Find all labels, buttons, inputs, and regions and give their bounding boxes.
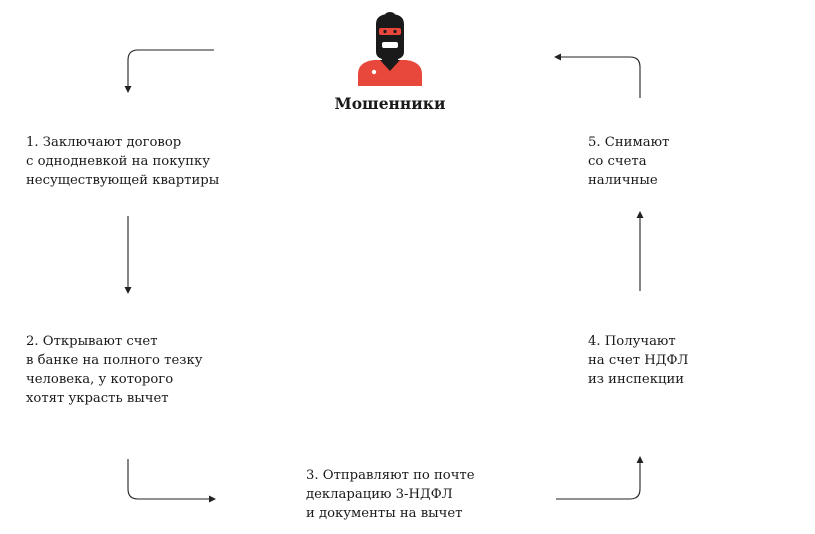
step-4-line-2: на счет НДФЛ xyxy=(588,353,689,368)
step-5-line-3: наличные xyxy=(588,173,658,188)
step-3 xyxy=(306,466,475,523)
arrow-step2-to-step3 xyxy=(128,459,211,499)
arrowhead-step4-to-step5 xyxy=(637,211,644,218)
step-5-line-2: со счета xyxy=(588,154,647,169)
step-2-line-3: человека, у которого xyxy=(26,372,174,387)
arrowhead-top-left xyxy=(125,86,132,93)
step-3-line-3: и документы на вычет xyxy=(306,506,463,521)
arrowhead-top-right xyxy=(554,54,561,61)
arrow-top-right xyxy=(559,57,640,98)
step-1-line-1: 1. Заключают договор xyxy=(26,135,182,150)
arrowhead-step1-to-step2 xyxy=(125,287,132,294)
step-1-line-3: несуществующей квартиры xyxy=(26,173,220,188)
arrowhead-step2-to-step3 xyxy=(209,496,216,503)
step-3-line-1: 3. Отправляют по почте xyxy=(306,468,475,483)
step-5-line-1: 5. Снимают xyxy=(588,135,670,150)
step-4 xyxy=(588,332,688,389)
arrowhead-step3-to-step4 xyxy=(637,456,644,463)
arrow-step3-to-step4 xyxy=(556,461,640,499)
step-2-line-1: 2. Открывают счет xyxy=(26,334,158,349)
arrow-top-left xyxy=(128,50,214,88)
diagram-title: Мошенники xyxy=(334,94,446,113)
step-4-line-1: 4. Получают xyxy=(588,334,676,349)
step-2-line-4: хотят украсть вычет xyxy=(26,391,169,406)
step-5 xyxy=(588,133,669,190)
step-2 xyxy=(26,332,202,408)
step-1-line-2: с однодневкой на покупку xyxy=(26,154,211,169)
step-1 xyxy=(26,133,219,190)
step-4-line-3: из инспекции xyxy=(588,372,685,387)
step-2-line-2: в банке на полного тезку xyxy=(26,353,203,368)
fraudster-balaclava-icon xyxy=(352,12,428,86)
step-3-line-2: декларацию 3-НДФЛ xyxy=(306,487,453,502)
